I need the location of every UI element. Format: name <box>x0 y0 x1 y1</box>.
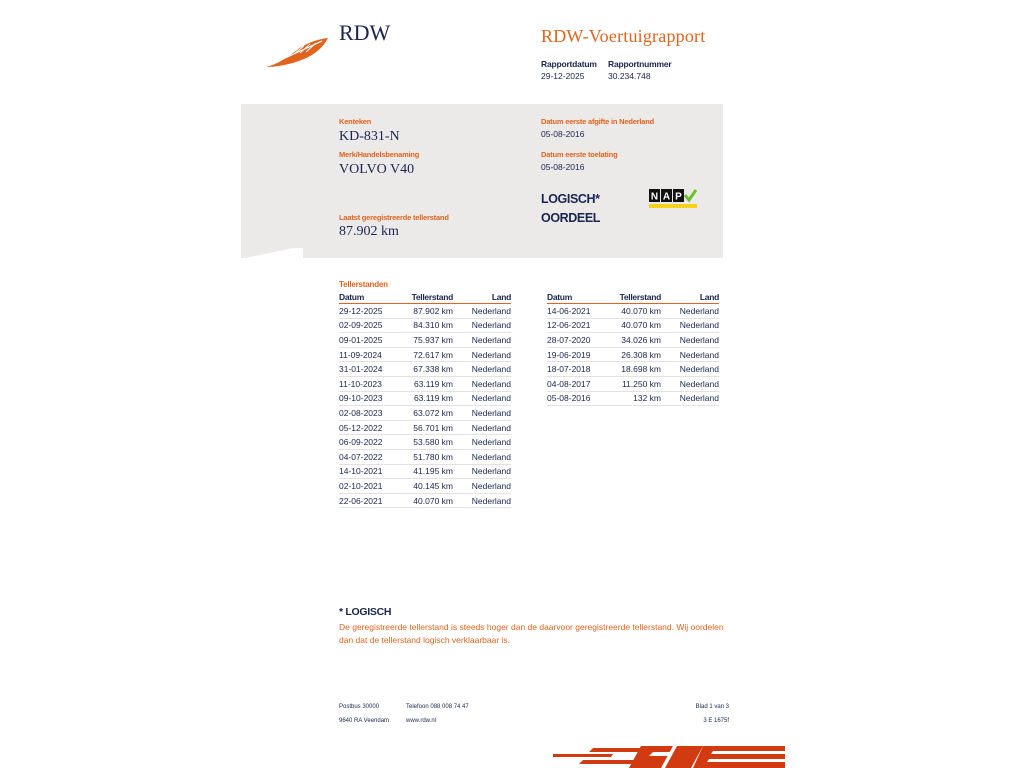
odometer-label: Laatst geregistreerde tellerstand <box>339 213 449 222</box>
cell-reading: 40.145 km <box>401 479 453 494</box>
table-row <box>339 347 511 362</box>
nap-letter-p: P <box>675 191 682 203</box>
cell-country: Nederland <box>661 333 719 348</box>
cell-date: 12-06-2021 <box>547 318 609 333</box>
cell-country: Nederland <box>453 420 511 435</box>
nap-logo-icon <box>649 189 697 209</box>
cell-country: Nederland <box>453 479 511 494</box>
cell-reading: 53.580 km <box>401 435 453 450</box>
cell-country: Nederland <box>453 493 511 508</box>
cell-country: Nederland <box>661 362 719 377</box>
cell-reading: 63.119 km <box>401 391 453 406</box>
cell-country: Nederland <box>661 304 719 319</box>
cell-date: 02-08-2023 <box>339 406 401 421</box>
cell-country: Nederland <box>453 318 511 333</box>
footer-website[interactable]: www.rdw.nl <box>406 718 437 724</box>
summary-panel <box>241 104 723 258</box>
report-date: 29-12-2025 <box>541 71 585 81</box>
cell-reading: 40.070 km <box>609 304 661 319</box>
cell-country: Nederland <box>661 318 719 333</box>
last-odometer-value: 87.902 km <box>339 224 399 239</box>
brand-name: RDW <box>339 20 391 45</box>
cell-date: 19-06-2019 <box>547 347 609 362</box>
table-row <box>339 449 511 464</box>
cell-date: 22-06-2021 <box>339 493 401 508</box>
footer-city: 9640 RA Veendam <box>339 718 390 724</box>
cell-date: 28-07-2020 <box>547 333 609 348</box>
nap-check-icon <box>685 190 696 200</box>
cell-country: Nederland <box>453 347 511 362</box>
table-row <box>339 362 511 377</box>
table-row <box>547 333 719 348</box>
license-plate: KD-831-N <box>339 129 400 144</box>
odometer-table-caption: Tellerstanden <box>339 280 388 289</box>
footnote-text: De geregistreerde tellerstand is steeds hoger dan de daarvoor geregistreerde tellerstand. Wij oordelen dan dat de tellerstand logisch verklaarbaar is. <box>339 622 724 645</box>
first-nl-date: 05-08-2016 <box>541 129 585 139</box>
footer-phone: Telefoon 088 008 74 47 <box>406 704 469 710</box>
cell-country: Nederland <box>453 449 511 464</box>
cell-reading: 40.070 km <box>609 318 661 333</box>
cell-reading: 87.902 km <box>401 304 453 319</box>
report-title: RDW-Voertuigrapport <box>541 26 706 46</box>
table-row <box>339 464 511 479</box>
table-row <box>339 406 511 421</box>
cell-reading: 67.338 km <box>401 362 453 377</box>
table-row <box>339 304 511 319</box>
cell-country: Nederland <box>453 435 511 450</box>
table-header-row <box>339 292 511 304</box>
col-header-country: Land <box>661 292 719 304</box>
plate-label: Kenteken <box>339 117 372 126</box>
cell-date: 09-01-2025 <box>339 333 401 348</box>
odometer-table-right <box>547 292 719 406</box>
table-row <box>339 318 511 333</box>
cell-reading: 84.310 km <box>401 318 453 333</box>
cell-date: 02-09-2025 <box>339 318 401 333</box>
report-number-label: Rapportnummer <box>608 59 672 69</box>
cell-reading: 18.698 km <box>609 362 661 377</box>
cell-date: 14-06-2021 <box>547 304 609 319</box>
vehicle-make: VOLVO V40 <box>339 162 415 177</box>
cell-reading: 51.780 km <box>401 449 453 464</box>
cell-reading: 41.195 km <box>401 464 453 479</box>
first-admission-date: 05-08-2016 <box>541 162 585 172</box>
cell-date: 04-07-2022 <box>339 449 401 464</box>
col-header-date: Datum <box>547 292 609 304</box>
cell-date: 05-12-2022 <box>339 420 401 435</box>
table-row <box>339 391 511 406</box>
cell-reading: 34.026 km <box>609 333 661 348</box>
cell-country: Nederland <box>453 304 511 319</box>
cell-country: Nederland <box>661 376 719 391</box>
footer-postbus: Postbus 30000 <box>339 704 380 710</box>
cell-reading: 40.070 km <box>401 493 453 508</box>
cell-reading: 132 km <box>609 391 661 406</box>
table-row <box>547 362 719 377</box>
cell-reading: 75.937 km <box>401 333 453 348</box>
cell-date: 11-09-2024 <box>339 347 401 362</box>
table-row <box>547 318 719 333</box>
col-header-date: Datum <box>339 292 401 304</box>
cell-country: Nederland <box>661 391 719 406</box>
report-number: 30.234.748 <box>608 71 651 81</box>
cell-country: Nederland <box>661 347 719 362</box>
cell-date: 06-09-2022 <box>339 435 401 450</box>
cell-date: 29-12-2025 <box>339 304 401 319</box>
rdw-stripes-decoration-icon <box>553 746 785 768</box>
nap-letter-n: N <box>650 191 659 203</box>
odometer-table-left <box>339 292 511 508</box>
cell-date: 11-10-2023 <box>339 376 401 391</box>
make-label: Merk/Handelsbenaming <box>339 150 420 159</box>
table-row <box>547 347 719 362</box>
nap-letter-a: A <box>662 191 671 203</box>
cell-country: Nederland <box>453 362 511 377</box>
table-row <box>339 479 511 494</box>
cell-date: 04-08-2017 <box>547 376 609 391</box>
cell-reading: 56.701 km <box>401 420 453 435</box>
cell-date: 31-01-2024 <box>339 362 401 377</box>
cell-date: 05-08-2016 <box>547 391 609 406</box>
footer-page-number: Blad 1 van 3 <box>695 704 729 710</box>
verdict-logisch: LOGISCH* <box>541 192 600 206</box>
rdw-feather-logo-icon <box>264 34 332 70</box>
footer-document-code: 3 E 1675f <box>703 718 729 724</box>
cell-date: 02-10-2021 <box>339 479 401 494</box>
col-header-reading: Tellerstand <box>609 292 661 304</box>
cell-reading: 72.617 km <box>401 347 453 362</box>
cell-date: 09-10-2023 <box>339 391 401 406</box>
report-date-label: Rapportdatum <box>541 59 597 69</box>
table-row <box>547 376 719 391</box>
cell-country: Nederland <box>453 376 511 391</box>
footnote-title: * LOGISCH <box>339 606 392 618</box>
col-header-reading: Tellerstand <box>401 292 453 304</box>
verdict-oordeel: OORDEEL <box>541 211 601 225</box>
table-row <box>339 376 511 391</box>
panel-corner-cut <box>241 248 303 259</box>
cell-reading: 11.250 km <box>609 376 661 391</box>
cell-reading: 26.308 km <box>609 347 661 362</box>
table-row <box>339 493 511 508</box>
first-admission-label: Datum eerste toelating <box>541 150 618 159</box>
table-row <box>339 333 511 348</box>
cell-country: Nederland <box>453 406 511 421</box>
table-row <box>339 435 511 450</box>
cell-country: Nederland <box>453 464 511 479</box>
first-nl-date-label: Datum eerste afgifte in Nederland <box>541 117 655 126</box>
table-row <box>547 304 719 319</box>
cell-country: Nederland <box>453 333 511 348</box>
cell-reading: 63.072 km <box>401 406 453 421</box>
cell-reading: 63.119 km <box>401 376 453 391</box>
col-header-country: Land <box>453 292 511 304</box>
table-row <box>339 420 511 435</box>
table-row <box>547 391 719 406</box>
cell-date: 18-07-2018 <box>547 362 609 377</box>
table-header-row <box>547 292 719 304</box>
cell-date: 14-10-2021 <box>339 464 401 479</box>
cell-country: Nederland <box>453 391 511 406</box>
